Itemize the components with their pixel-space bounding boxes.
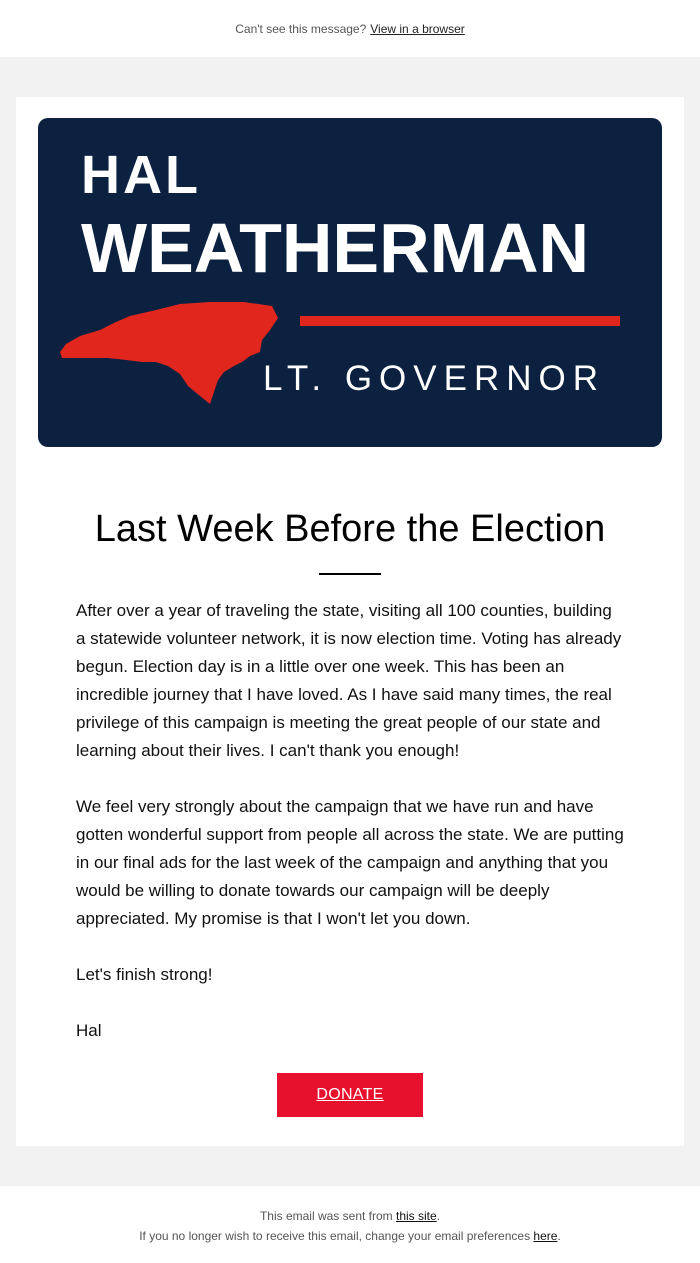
body-paragraph: We feel very strongly about the campaign that we have run and have gotten wonderful support from people all across the state. We are putting in our final ads for the last week of the campaign and anything that you would be willing to donate towards our campaign will be deeply appreciated. My promise is that I won't let you down. [76,796,624,928]
this-site-link[interactable]: this site [396,1209,437,1223]
body-paragraph: Let's finish strong! [76,964,213,984]
banner-first-name: HAL [81,145,201,205]
state-map-icon [60,300,290,405]
banner-red-stripe [300,316,620,326]
banner-office: LT. GOVERNOR [263,359,606,398]
footer-line-2 [0,1226,700,1246]
headline-divider [319,573,381,575]
body-paragraph: After over a year of traveling the state, visiting all 100 counties, building a statewide volunteer network, it is now election time. Voting has already begun. Election day is in a little over one week. This has been an incredible journey that I have loved. As I have said many times, the real privilege of this campaign is meeting the great people of our state and learning about their lives. I can't thank you enough! [76,600,622,760]
view-in-browser-link[interactable]: View in a browser [370,21,465,36]
email-headline: Last Week Before the Election [94,508,606,550]
donate-button[interactable]: DONATE [277,1073,423,1117]
footer-line-1 [0,1206,700,1226]
signature: Hal [76,1020,102,1040]
footer-sent-text: This email was sent from [259,1209,393,1223]
email-footer [0,1186,700,1263]
email-preferences-link[interactable]: here [533,1229,558,1243]
email-body [38,597,662,1045]
preheader-text: Can't see this message? [235,21,367,36]
footer-period: . [557,1229,561,1243]
footer-period: . [436,1209,441,1223]
email-card [16,97,684,1146]
campaign-banner [38,118,662,447]
banner-last-name: WEATHERMAN [81,209,590,287]
preheader [0,0,700,57]
footer-unsubscribe-text: If you no longer wish to receive this email, change your email preferences [139,1229,531,1243]
donate-wrapper [38,1073,662,1117]
email-background [0,57,700,1186]
